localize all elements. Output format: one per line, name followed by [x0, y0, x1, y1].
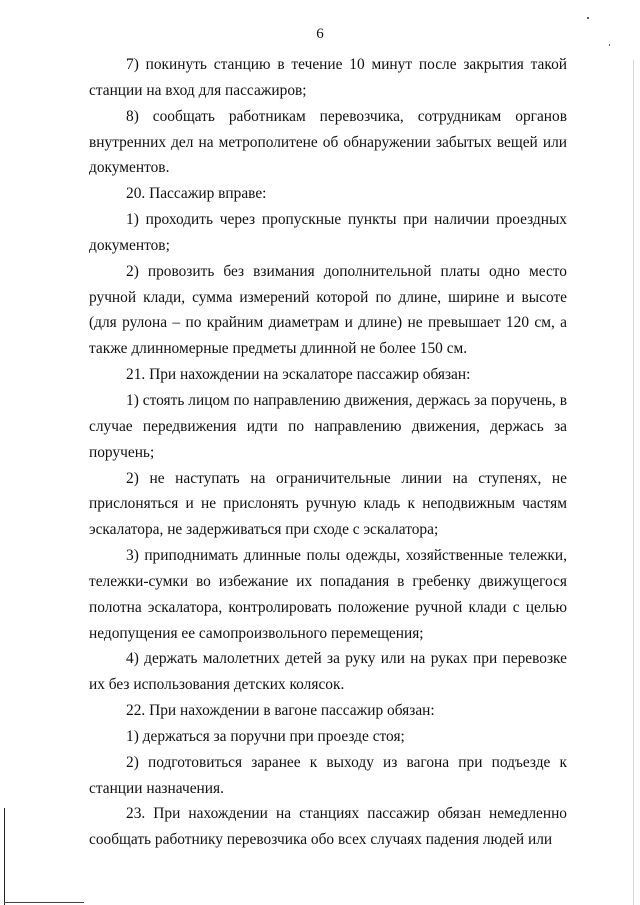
scan-speck	[609, 44, 610, 46]
paragraph-20-item-1: 1) проходить через пропускные пункты при наличии проездных документов;	[89, 211, 567, 254]
scan-speck	[587, 17, 589, 19]
paragraph-section-21-heading: 21. При нахождении на эскалаторе пассажир обязан:	[126, 366, 471, 384]
scan-edge-right	[633, 60, 634, 905]
paragraph-21-item-3: 3) приподнимать длинные полы одежды, хозяйственные тележки, тележки-сумки во избежание их попадания в гребенку движущегося полотна эскалатора, контролировать положение ручной клади с целью недопущения ее самопроизвольного перемещения;	[89, 547, 567, 642]
page-number: 6	[316, 26, 324, 42]
paragraph-22-item-2: 2) подготовиться заранее к выходу из вагона при подъезде к станции назначения.	[89, 753, 567, 797]
paragraph-item-7-leave-station: 7) покинуть станцию в течение 10 минут после закрытия такой станции на вход для пассажиров;	[89, 56, 567, 99]
paragraph-item-8-report-lost-items: 8) сообщать работникам перевозчика, сотрудникам органов внутренних дел на метрополитене об обнаружении забытых вещей или документов.	[89, 107, 567, 177]
paragraph-22-item-1: 1) держаться за поручни при проезде стоя;	[126, 727, 405, 745]
paragraph-section-20-heading: 20. Пассажир вправе:	[126, 185, 267, 203]
paragraph-21-item-2: 2) не наступать на ограничительные линии на ступенях, не прислоняться и не прислонять ручную кладь к неподвижным частям эскалатора, не задерживаться при сходе с эскалатора;	[89, 469, 567, 539]
paragraph-section-22-heading: 22. При нахождении в вагоне пассажир обязан:	[126, 702, 435, 720]
document-body	[89, 52, 567, 853]
paragraph-section-23: 23. При нахождении на станциях пассажир обязан немедленно сообщать работнику перевозчика обо всех случаях падения людей или	[89, 805, 567, 849]
paragraph-21-item-4: 4) держать малолетних детей за руку или на руках при перевозке их без использования детских колясок.	[89, 650, 567, 694]
paragraph-20-item-2: 2) провозить без взимания дополнительной платы одно место ручной клади, сумма измерений которой по длине, ширине и высоте (для рулона – по крайним диаметрам и длине) не превышает 120 см, а также длинномерные предметы длинной не более 150 см.	[89, 262, 567, 358]
paragraph-21-item-1: 1) стоять лицом по направлению движения, держась за поручень, в случае передвижения идти по направлению движения, держась за поручень;	[89, 391, 567, 461]
scan-edge-left	[4, 808, 5, 905]
scan-edge-bottom	[4, 902, 84, 903]
